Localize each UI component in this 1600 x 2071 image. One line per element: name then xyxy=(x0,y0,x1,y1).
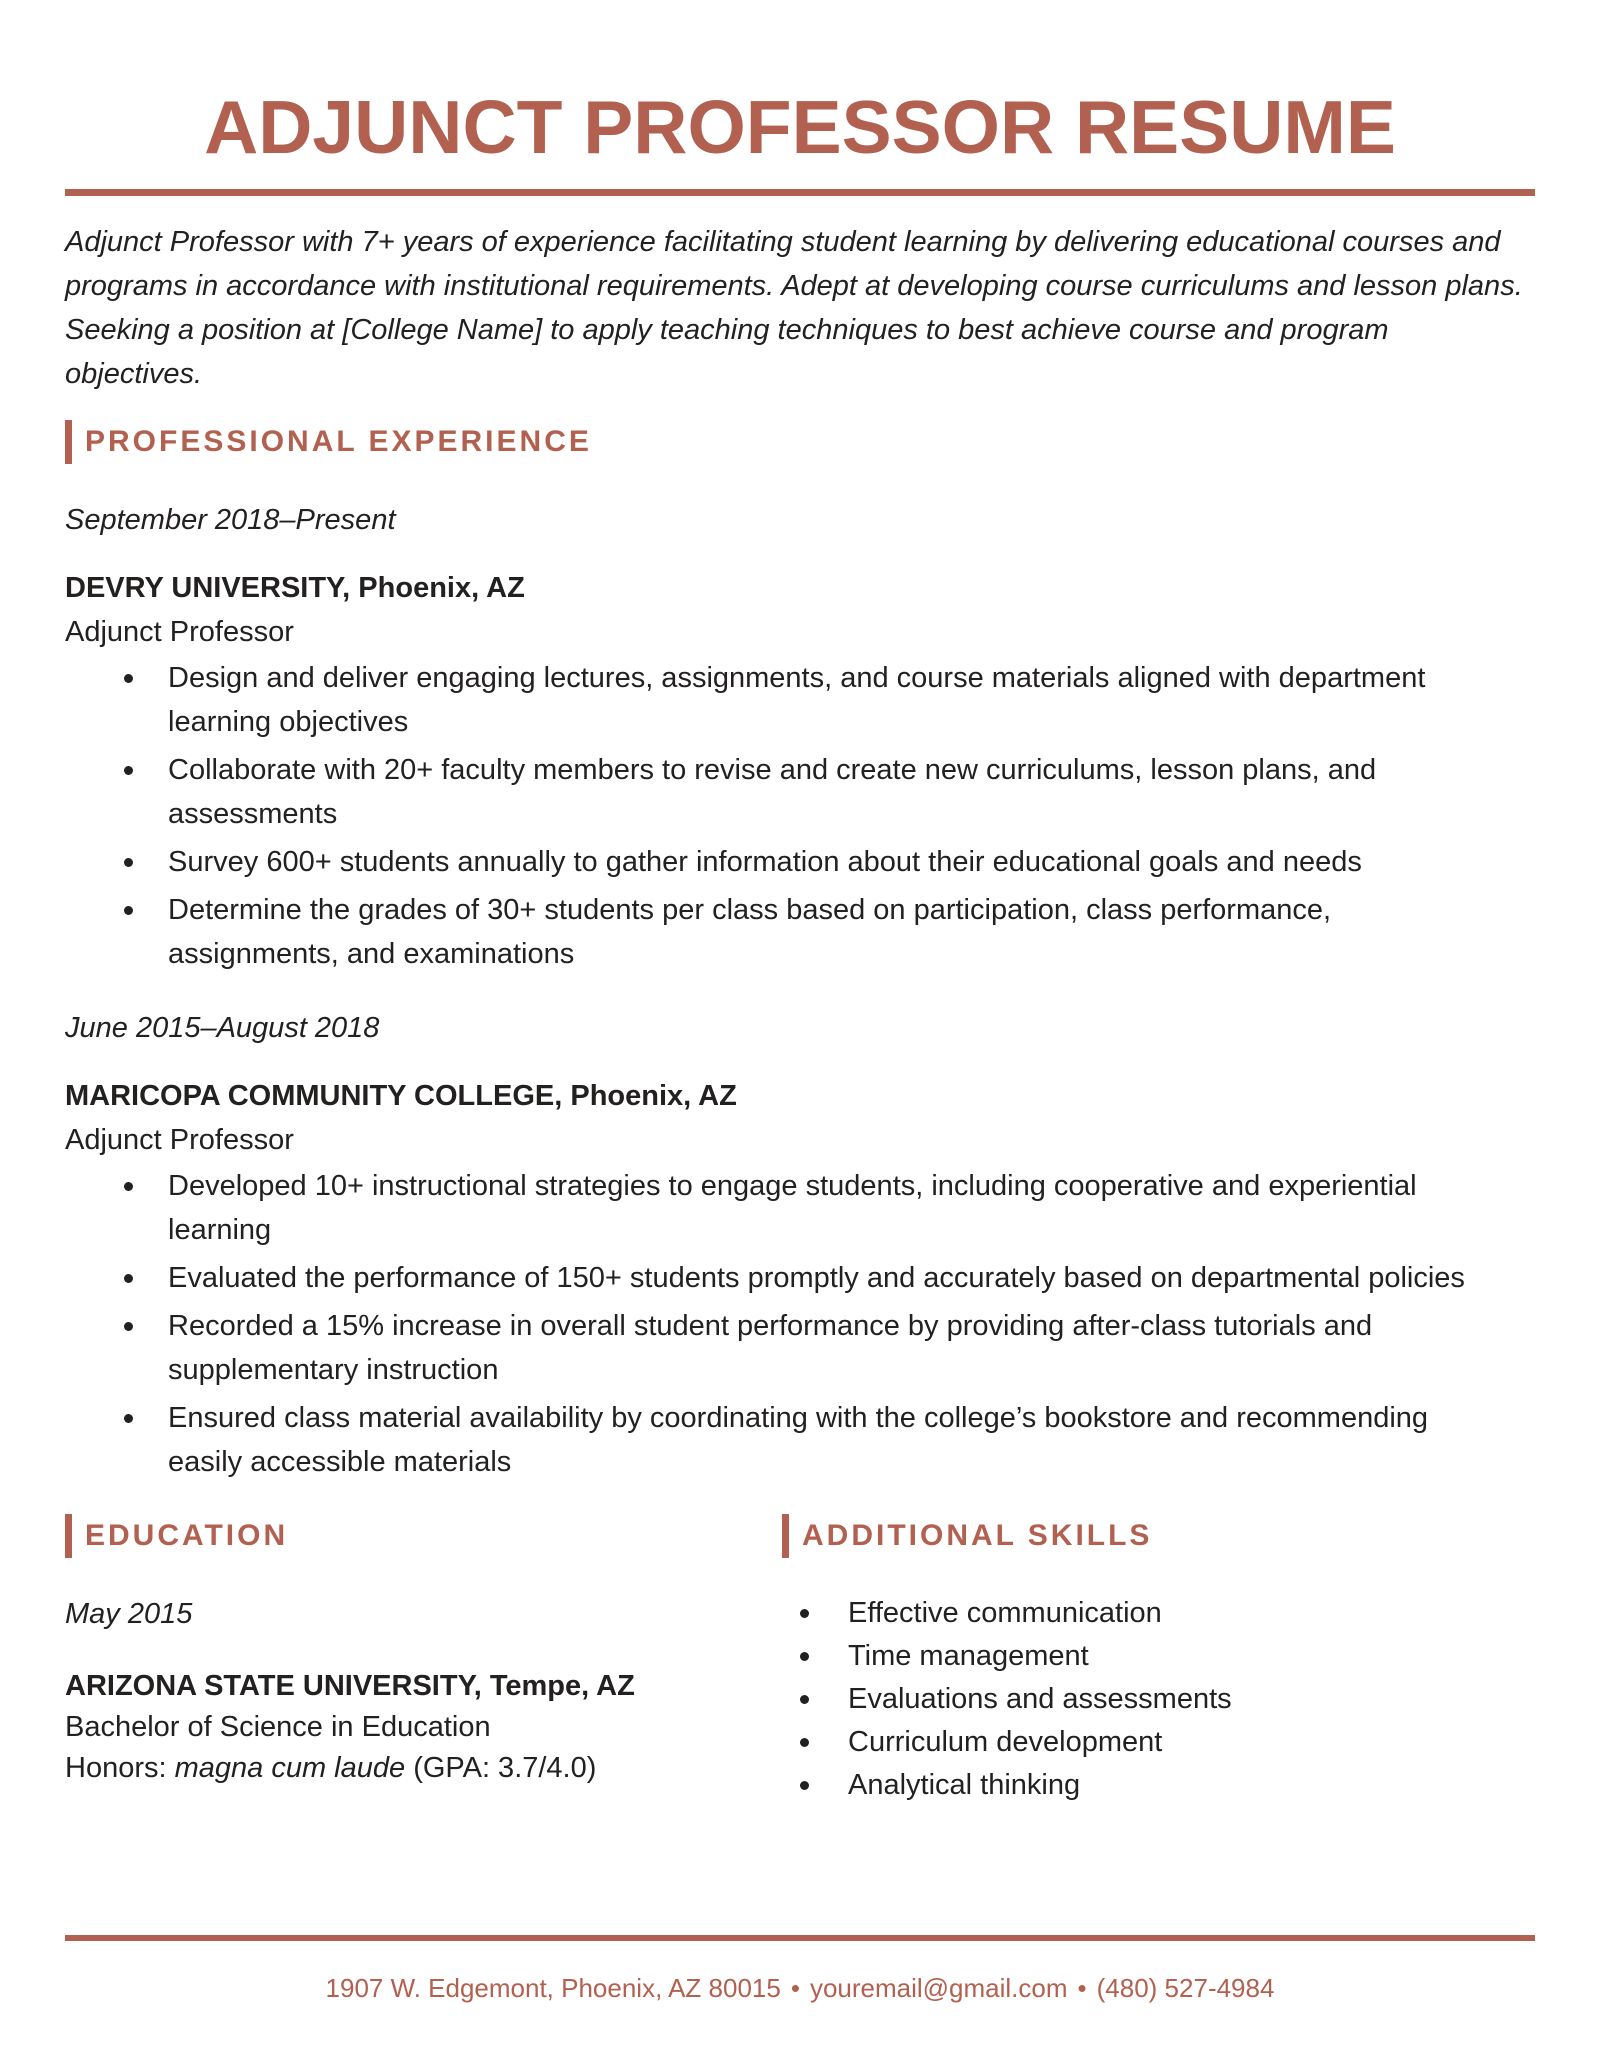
job-bullet: Determine the grades of 30+ students per class based on participation, class performance, assignments, and examinations xyxy=(100,888,1480,976)
graduation-date: May 2015 xyxy=(65,1598,193,1630)
resume-title: ADJUNCT PROFESSOR RESUME xyxy=(204,85,1396,169)
job-bullet: Ensured class material availability by coordinating with the college’s bookstore and recommending easily accessible materials xyxy=(100,1396,1480,1484)
job-dates: September 2018–Present xyxy=(65,504,396,536)
two-column-layout xyxy=(65,1514,1535,1807)
page-footer xyxy=(65,1935,1535,2004)
contact-address: 1907 W. Edgemont, Phoenix, AZ 80015 xyxy=(325,1973,781,2003)
job-bullet: Recorded a 15% increase in overall student performance by providing after-class tutorials and supplementary instruction xyxy=(100,1304,1480,1392)
bullet-separator: • xyxy=(1077,1973,1087,2003)
job-dates: June 2015–August 2018 xyxy=(65,1012,380,1044)
experience-section xyxy=(65,420,1535,1484)
skills-list xyxy=(782,1592,1535,1807)
degree-name: Bachelor of Science in Education xyxy=(65,1711,491,1743)
bullet-separator: • xyxy=(790,1973,800,2003)
job-bullet: Collaborate with 20+ faculty members to revise and create new curriculums, lesson plans, and assessments xyxy=(100,748,1480,836)
honors-line xyxy=(65,1748,782,1789)
honors-gpa: (GPA: 3.7/4.0) xyxy=(405,1752,597,1784)
skills-section xyxy=(782,1514,1535,1807)
job-bullet: Survey 600+ students annually to gather information about their educational goals and needs xyxy=(100,840,1480,884)
skill-item: Analytical thinking xyxy=(782,1764,1535,1807)
summary-paragraph: Adjunct Professor with 7+ years of experience facilitating student learning by delivering educational courses and programs in accordance with institutional requirements. Adept at developing course curriculums and lesson plans. Seeking a position at [College Name] to apply teaching techniques to best achieve course and program objectives. xyxy=(65,226,1523,390)
employer-name: DEVRY UNIVERSITY, Phoenix, AZ xyxy=(65,572,525,604)
contact-line xyxy=(326,1973,1275,2003)
honors-label: Honors: xyxy=(65,1752,175,1784)
job-bullet: Design and deliver engaging lectures, assignments, and course materials aligned with department learning objectives xyxy=(100,656,1480,744)
contact-phone: (480) 527-4984 xyxy=(1096,1973,1275,2003)
education-section xyxy=(65,1514,782,1807)
job-bullet: Evaluated the performance of 150+ students promptly and accurately based on departmental policies xyxy=(100,1256,1480,1300)
skills-heading: ADDITIONAL SKILLS xyxy=(782,1514,1535,1558)
job-entry xyxy=(65,1006,1535,1484)
job-bullet-list xyxy=(100,656,1535,976)
skill-item: Time management xyxy=(782,1635,1535,1678)
title-underline xyxy=(65,189,1535,196)
skill-item: Evaluations and assessments xyxy=(782,1678,1535,1721)
contact-email: youremail@gmail.com xyxy=(809,1973,1068,2003)
employer-name: MARICOPA COMMUNITY COLLEGE, Phoenix, AZ xyxy=(65,1080,737,1112)
honors-distinction: magna cum laude xyxy=(174,1752,406,1784)
school-name: ARIZONA STATE UNIVERSITY, Tempe, AZ xyxy=(65,1670,635,1702)
skill-item: Curriculum development xyxy=(782,1721,1535,1764)
job-title: Adjunct Professor xyxy=(65,1124,294,1156)
experience-heading: PROFESSIONAL EXPERIENCE xyxy=(65,420,1535,464)
job-title: Adjunct Professor xyxy=(65,616,294,648)
education-heading: EDUCATION xyxy=(65,1514,782,1558)
job-entry xyxy=(65,498,1535,976)
job-bullet: Developed 10+ instructional strategies to engage students, including cooperative and experiential learning xyxy=(100,1164,1480,1252)
job-bullet-list xyxy=(100,1164,1535,1484)
skill-item: Effective communication xyxy=(782,1592,1535,1635)
